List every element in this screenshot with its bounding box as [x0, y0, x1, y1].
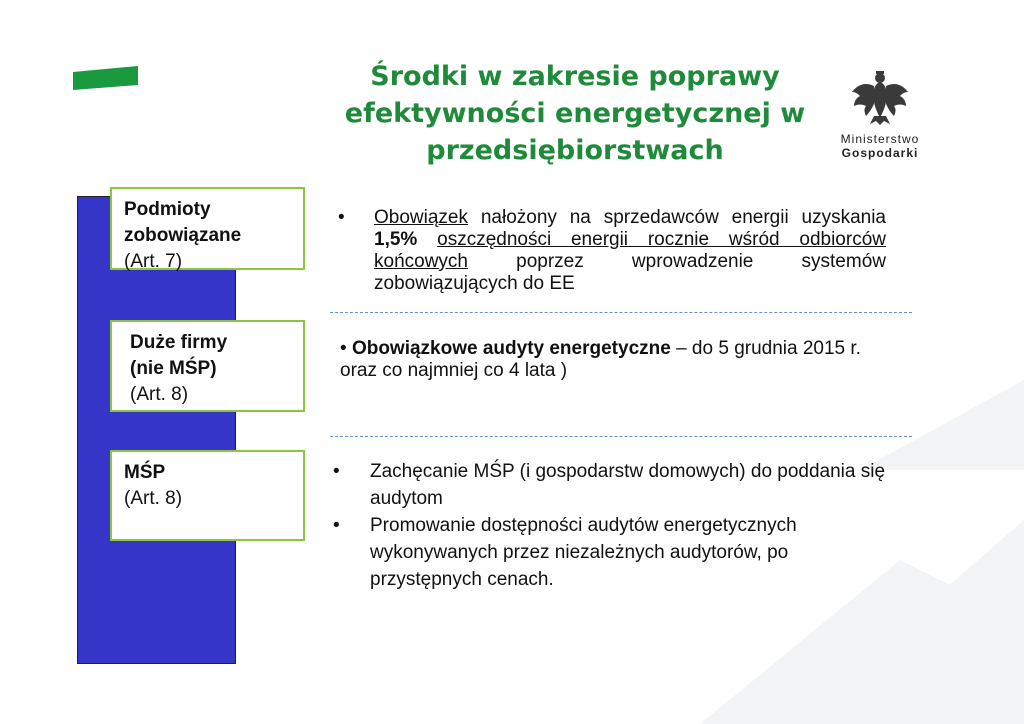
list-item [333, 512, 893, 593]
text-segment: poprzez wprowadzenie systemów zobowiązujących do EE [374, 251, 886, 294]
category-title: Podmioty [124, 199, 211, 220]
bullet: • [333, 515, 340, 536]
category-box-obligated-parties [110, 187, 305, 270]
ministry-name-line2: Gospodarki [841, 146, 919, 160]
category-title: (nie MŚP) [130, 358, 217, 379]
category-title: zobowiązane [124, 225, 242, 246]
green-accent-bar [73, 66, 138, 90]
list-item [333, 458, 893, 512]
category-title: Duże firmy [130, 332, 228, 353]
category-box-sme [110, 450, 305, 541]
category-box-large-companies [110, 320, 305, 412]
dashed-separator [330, 312, 912, 313]
text-segment: nałożony na sprzedawców energii uzyskania [468, 207, 886, 228]
obligation-text [374, 207, 886, 295]
text-segment-bold: 1,5% [374, 229, 418, 250]
title-line: efektywności energetycznej w [344, 98, 806, 129]
ministry-logo [830, 68, 930, 160]
text-segment: Obowiązek [374, 207, 468, 228]
obligation-description [338, 207, 886, 295]
audit-text: – do 5 grudnia 2015 r. oraz co najmniej co 4 lata ) [340, 338, 861, 381]
dashed-separator [330, 436, 912, 437]
polish-eagle-emblem-icon [848, 68, 912, 126]
bullet: • [340, 338, 347, 359]
slide-title [340, 58, 810, 169]
sme-measures-list [333, 458, 893, 593]
category-article: (Art. 7) [124, 251, 183, 272]
category-title: MŚP [124, 462, 166, 483]
title-line: Środki w zakresie poprawy [370, 61, 780, 92]
title-line: przedsiębiorstwach [426, 135, 724, 166]
text-segment-underlined: oszczędności energii rocznie wśród odbiorców końcowych [374, 229, 886, 272]
audit-description [340, 338, 900, 382]
text-segment [417, 229, 437, 250]
category-article: (Art. 8) [130, 384, 189, 405]
list-item-text: Zachęcanie MŚP (i gospodarstw domowych) do poddania się audytom [370, 461, 886, 509]
list-item-text: Promowanie dostępności audytów energetycznych wykonywanych przez niezależnych audytorów, po przystępnych cenach. [370, 515, 797, 590]
bullet: • [333, 461, 340, 482]
category-article: (Art. 8) [124, 488, 183, 509]
ministry-name-line1: Ministerstwo [840, 132, 920, 146]
bullet: • [338, 207, 345, 228]
audit-bold-text: Obowiązkowe audyty energetyczne [351, 338, 671, 359]
